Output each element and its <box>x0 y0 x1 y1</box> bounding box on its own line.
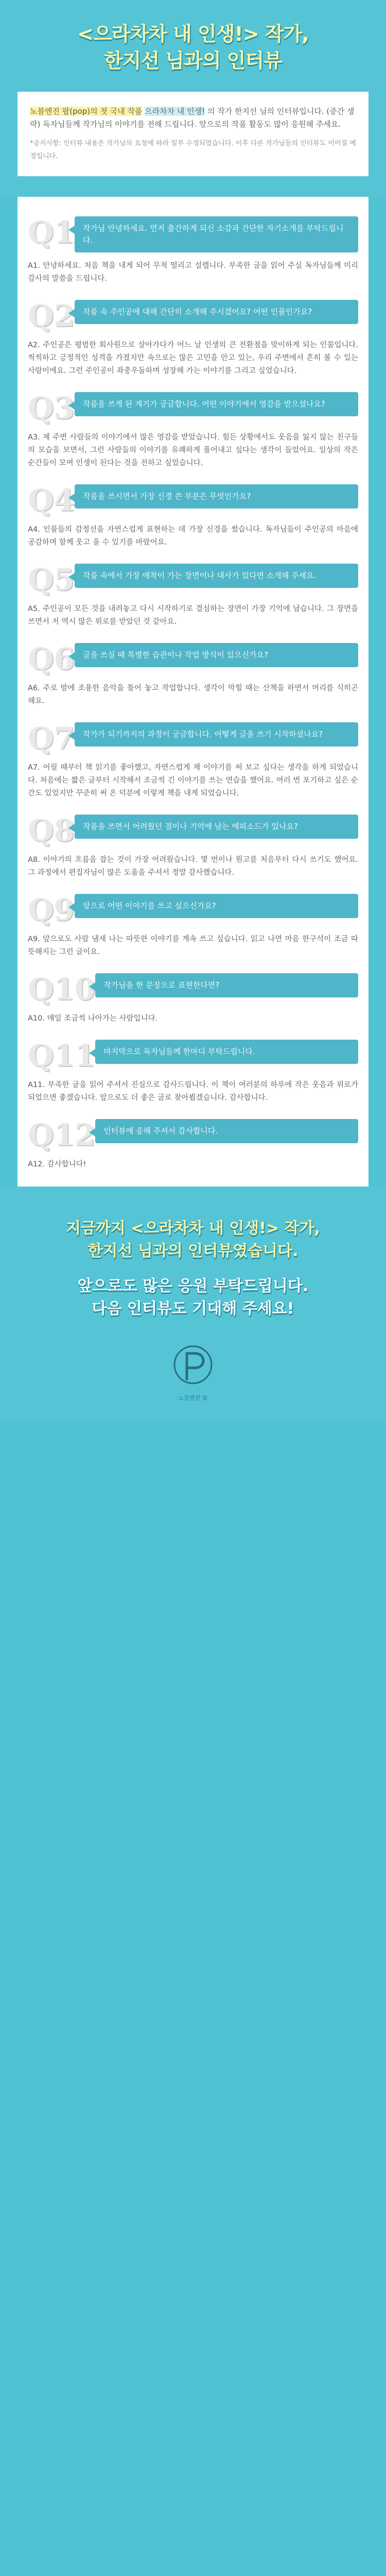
question-text: 작가가 되기까지의 과정이 궁금합니다. 어떻게 글을 쓰기 시작하셨나요? <box>75 722 358 747</box>
question-row <box>28 564 358 596</box>
answer-text: A12. 감사합니다! <box>28 1160 86 1168</box>
question-number: Q12 <box>28 1117 96 1153</box>
question-text: 작가님을 한 문장으로 표현한다면? <box>95 973 358 997</box>
qa-item <box>28 1119 358 1171</box>
qa-item <box>28 564 358 629</box>
footer-line-3: 앞으로도 많은 응원 부탁드립니다. <box>77 1277 309 1295</box>
answer-text: A4. 인물들의 감정선을 자연스럽게 표현하는 데 가장 신경을 썼습니다. 독자님들이 주인공의 마음에 공감하며 함께 웃고 울 수 있기를 바랐어요. <box>28 526 358 547</box>
question-row <box>28 973 358 1005</box>
page-header <box>0 0 386 197</box>
question-number: Q3 <box>28 391 75 426</box>
question-text: 작품 속 주인공에 대해 간단히 소개해 주시겠어요? 어떤 인물인가요? <box>75 300 358 324</box>
question-number: Q5 <box>28 562 75 597</box>
question-text: 작품 속에서 가장 애착이 가는 장면이나 대사가 있다면 소개해 주세요. <box>75 564 358 588</box>
question-text: 글을 쓰실 때 특별한 습관이나 작업 방식이 있으신가요? <box>75 643 358 667</box>
page-title-line-2: 한지선 님과의 인터뷰 <box>104 49 282 72</box>
intro-box <box>17 92 369 176</box>
question-text: 작품을 쓰시면서 가장 신경 쓴 부분은 무엇인가요? <box>75 484 358 509</box>
question-number: Q1 <box>28 215 75 250</box>
question-number: Q4 <box>28 483 75 518</box>
question-row <box>28 216 358 252</box>
answer-text: A11. 부족한 글을 읽어 주셔서 진심으로 감사드립니다. 이 책이 여러분의 하루에 작은 웃음과 위로가 되었으면 좋겠습니다. 앞으로도 더 좋은 글로 찾아뵙겠습니다. 감사합니다. <box>28 1081 358 1102</box>
footer-line-2: 한지선 님과의 인터뷰였습니다. <box>87 1242 299 1260</box>
question-text: 마지막으로 독자님들께 한마디 부탁드립니다. <box>95 1040 358 1064</box>
question-text: 인터뷰에 응해 주셔서 감사합니다. <box>95 1119 358 1143</box>
question-number: Q6 <box>28 641 75 676</box>
answer-text: A8. 이야기의 흐름을 잡는 것이 가장 어려웠습니다. 몇 번이나 원고를 처음부터 다시 쓰기도 했어요. 그 과정에서 편집자님이 많은 도움을 주셔서 정말 감사했습니다. <box>28 856 358 877</box>
intro-body: (중간 생략) 독자님들께 작가님의 이야기를 전해 드립니다. 앞으로의 작품 활동도 많이 응원해 주세요. <box>30 107 355 129</box>
intro-highlight-1: 노블엔진 팝(pop)의 첫 국내 작품 <box>30 107 143 116</box>
answer-text: A10. 매일 조금씩 나아가는 사람입니다. <box>28 1014 158 1023</box>
question-number: Q2 <box>28 298 75 333</box>
qa-list <box>17 197 369 1187</box>
question-number: Q11 <box>28 1038 96 1073</box>
question-text: 작품을 쓰게 된 계기가 궁금합니다. 어떤 이야기에서 영감을 받으셨나요? <box>75 392 358 416</box>
question-row <box>28 815 358 846</box>
footer-line-1: 지금까지 <으라차차 내 인생!> 작가, <box>66 1219 320 1238</box>
answer-text: A3. 제 주변 사람들의 이야기에서 많은 영감을 받았습니다. 힘든 상황에서도 웃음을 잃지 않는 친구들의 모습을 보면서, 그런 사람들의 이야기를 유쾌하게 풀어내고 싶다는 생각이 들었어요. 일상의 작은 순간들이 모여 인생이 된다는 것을 전하고 싶었습니다. <box>28 433 358 467</box>
qa-item <box>28 1040 358 1105</box>
answer-text: A1. 안녕하세요. 처음 책을 내게 되어 무척 떨리고 설렙니다. 부족한 글을 읽어 주실 독자님들께 미리 감사의 말씀을 드립니다. <box>28 262 358 283</box>
question-number: Q10 <box>28 972 96 1007</box>
intro-text-3: 의 작가 한지선 님의 인터뷰입니다. <box>207 107 324 116</box>
question-row <box>28 484 358 516</box>
question-text: 앞으로 어떤 이야기를 쓰고 싶으신가요? <box>75 894 358 918</box>
qa-item <box>28 484 358 549</box>
question-row <box>28 894 358 926</box>
intro-note: *공지사항: 인터뷰 내용은 작가님의 요청에 따라 일부 수정되었습니다. 이후 다른 작가님들의 인터뷰도 이어질 예정입니다. <box>30 140 356 160</box>
qa-item <box>28 815 358 879</box>
question-row <box>28 1119 358 1151</box>
question-row <box>28 1040 358 1072</box>
question-row <box>28 392 358 424</box>
qa-item <box>28 973 358 1025</box>
qa-item <box>28 722 358 800</box>
intro-highlight-2: 으라차차 내 인생! <box>145 107 205 116</box>
footer-line-4: 다음 인터뷰도 기대해 주세요! <box>92 1300 294 1318</box>
qa-item <box>28 392 358 470</box>
page-title-line-1: <으라차차 내 인생!> 작가, <box>77 23 309 45</box>
question-number: Q7 <box>28 721 75 756</box>
question-number: Q9 <box>28 892 75 927</box>
answer-text: A9. 앞으로도 사람 냄새 나는 따뜻한 이야기를 계속 쓰고 싶습니다. 읽고 나면 마음 한구석이 조금 따뜻해지는 그런 글이요. <box>28 935 358 956</box>
answer-text: A6. 주로 밤에 조용한 음악을 틀어 놓고 작업합니다. 생각이 막힐 때는 산책을 하면서 머리를 식히곤 해요. <box>28 684 358 705</box>
question-number: Q8 <box>28 813 75 848</box>
intro-paragraph <box>30 105 356 131</box>
question-text: 작품을 쓰면서 어려웠던 점이나 기억에 남는 에피소드가 있나요? <box>75 815 358 839</box>
publisher-logo-label: 노블엔진 팝 <box>178 1395 208 1401</box>
answer-text: A7. 어릴 때부터 책 읽기를 좋아했고, 자연스럽게 제 이야기를 써 보고 싶다는 생각을 하게 되었습니다. 처음에는 짧은 글부터 시작해서 조금씩 긴 이야기를 쓰는 연습을 했어요. 여러 번 포기하고 싶은 순간도 있었지만 꾸준히 써 온 덕분에 이렇게 책을 내게 되었습니다. <box>28 764 358 798</box>
qa-item <box>28 894 358 959</box>
qa-item <box>28 216 358 285</box>
question-row <box>28 722 358 754</box>
question-row <box>28 643 358 675</box>
page-footer <box>0 1187 386 1422</box>
qa-item <box>28 643 358 708</box>
question-text: 작가님 안녕하세요. 먼저 출간하게 되신 소감과 간단한 자기소개를 부탁드립니다. <box>75 216 358 252</box>
question-row <box>28 300 358 332</box>
answer-text: A5. 주인공이 모든 것을 내려놓고 다시 시작하기로 결심하는 장면이 가장 기억에 남습니다. 그 장면을 쓰면서 저 역시 많은 위로를 받았던 것 같아요. <box>28 605 358 626</box>
answer-text: A2. 주인공은 평범한 회사원으로 살아가다가 어느 날 인생의 큰 전환점을 맞이하게 되는 인물입니다. 씩씩하고 긍정적인 성격을 가졌지만 속으로는 많은 고민을 안고 있는, 우리 주변에서 흔히 볼 수 있는 사람이에요. 그런 주인공이 좌충우돌하며 성장해 가는 이야기를 그리고 싶었습니다. <box>28 341 358 375</box>
publisher-logo-icon <box>172 1344 214 1391</box>
qa-item <box>28 300 358 378</box>
publisher-logo <box>162 1344 224 1402</box>
